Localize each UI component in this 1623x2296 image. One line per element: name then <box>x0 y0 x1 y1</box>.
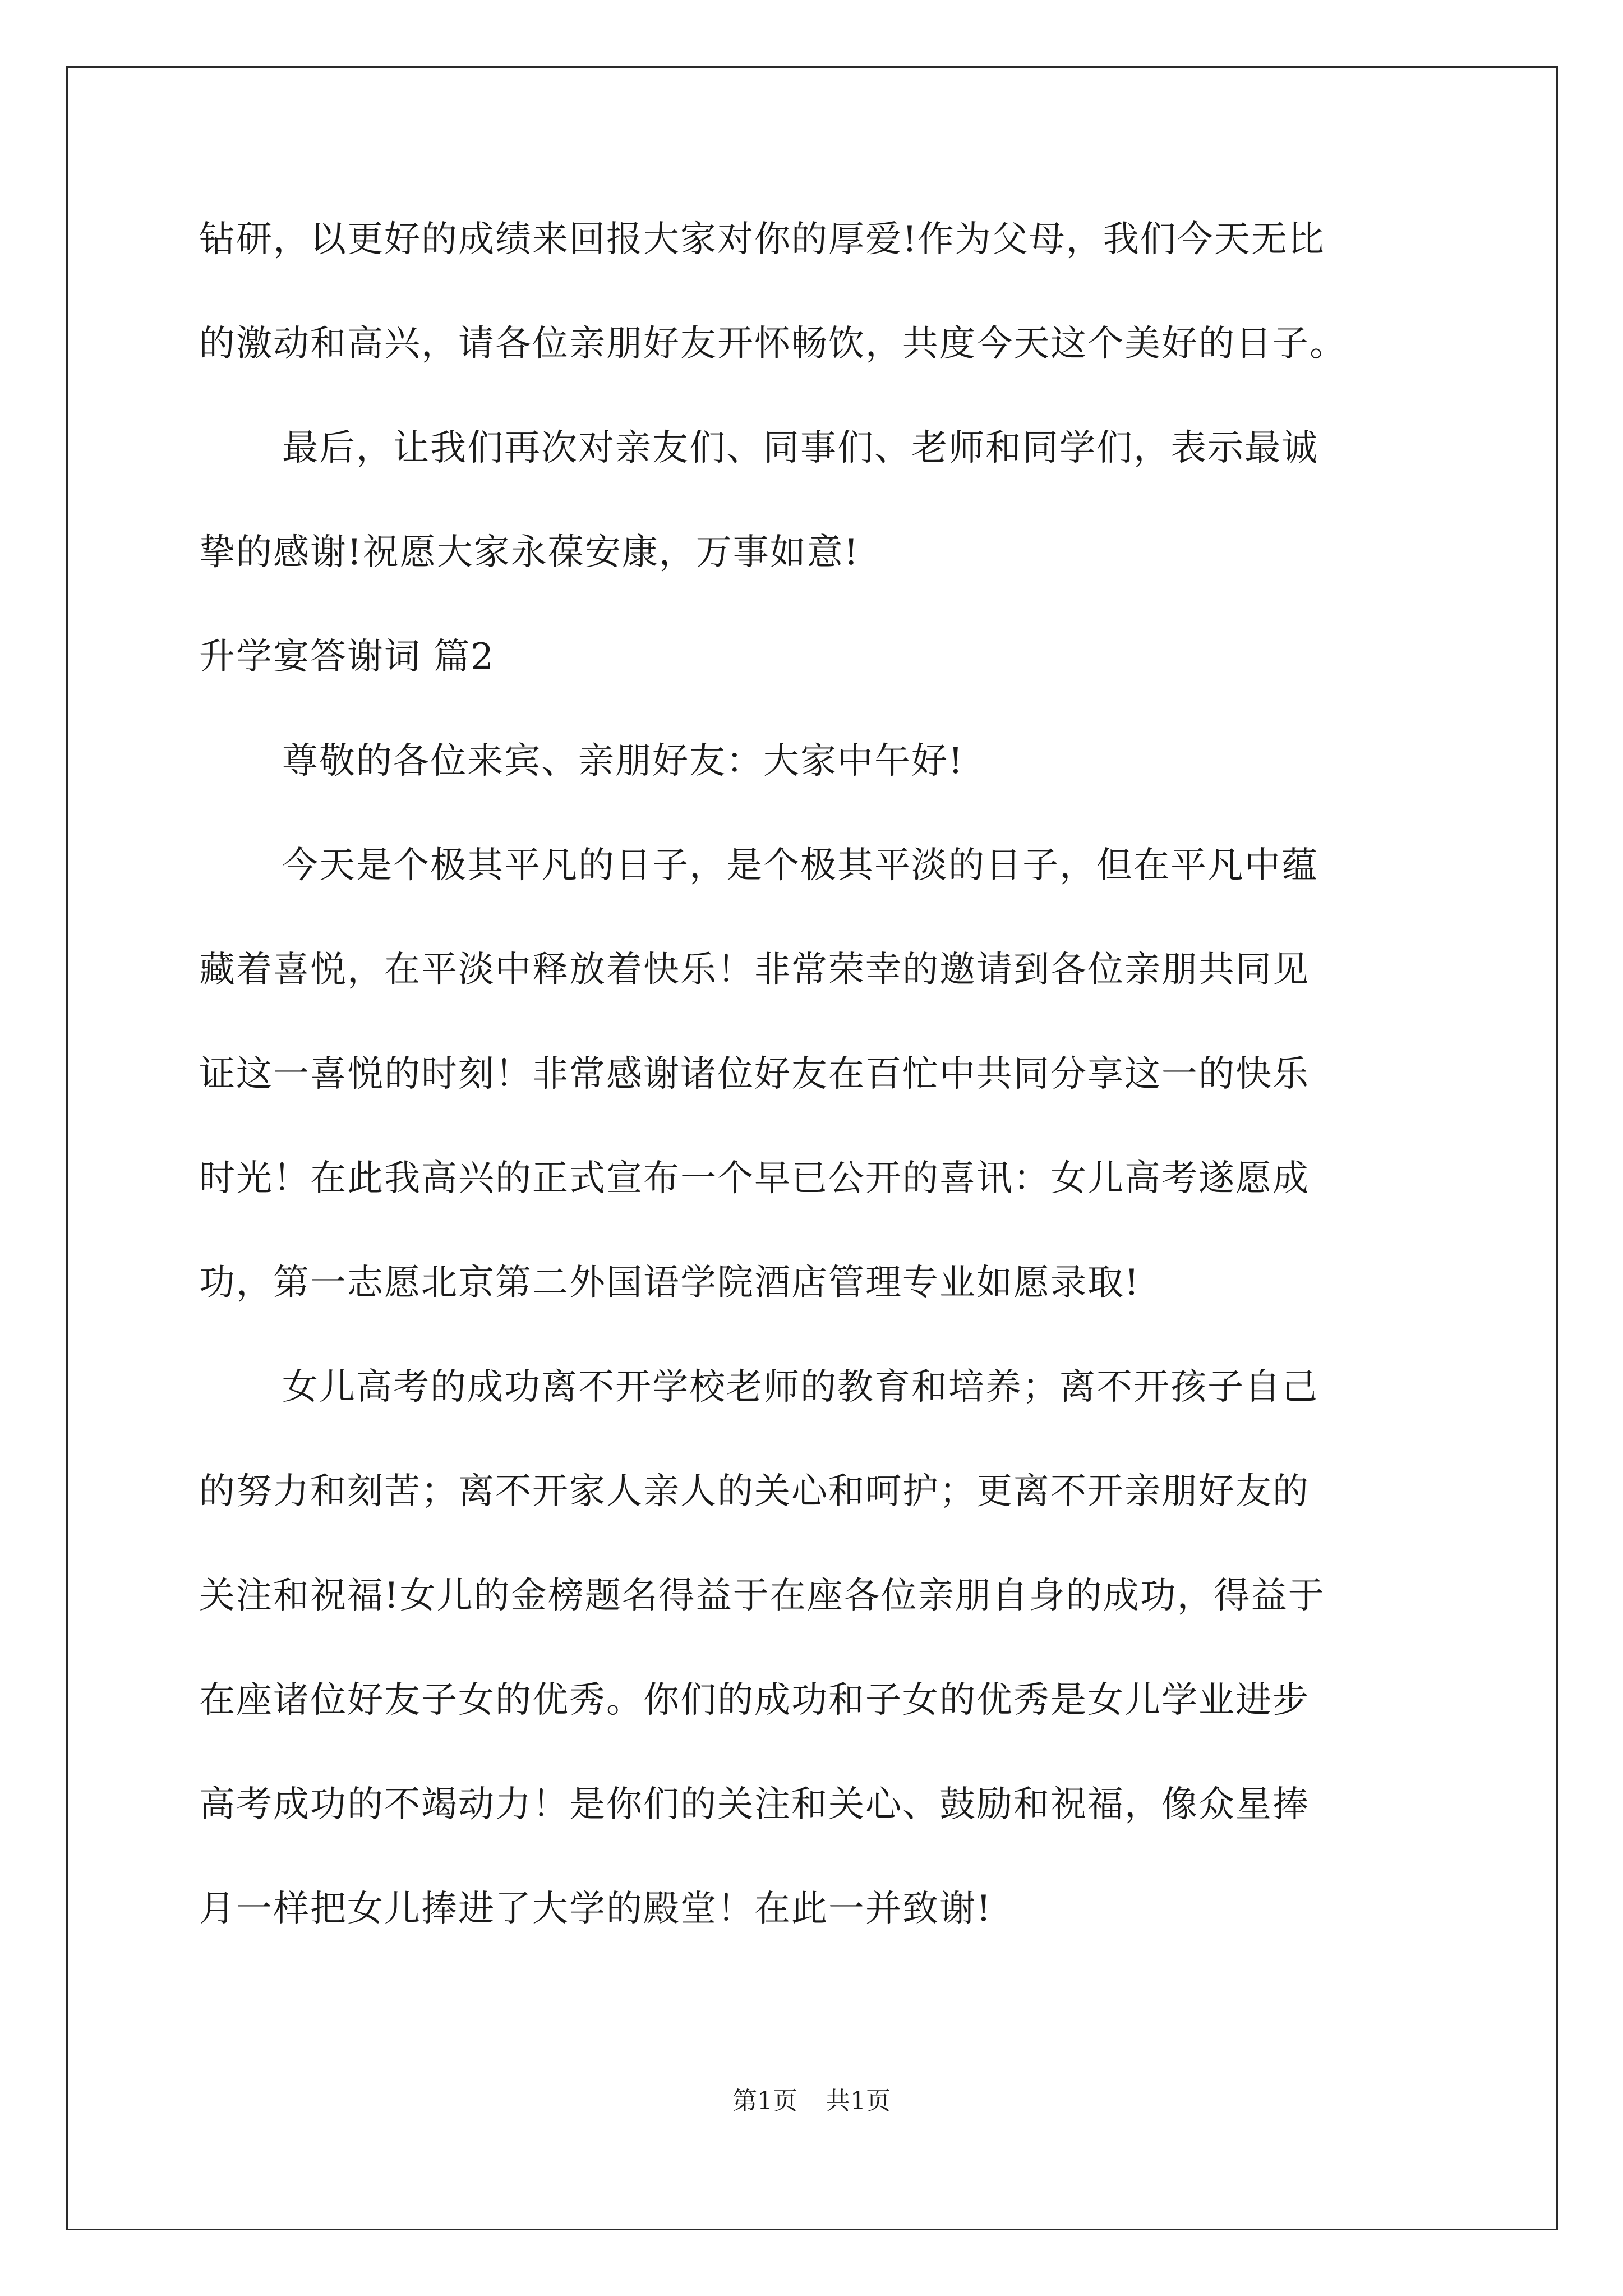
text-line: 月一样把女儿捧进了大学的殿堂！在此一并致谢! <box>199 1888 992 1930</box>
text-line: 最后，让我们再次对亲友们、同事们、老师和同学们，表示最诚 <box>282 427 1318 469</box>
text-line: 的努力和刻苦；离不开家人亲人的关心和呵护；更离不开亲朋好友的 <box>199 1471 1310 1512</box>
page-number: 第1页 <box>732 2087 797 2115</box>
document-body <box>199 213 1427 1987</box>
text-line: 功，第一志愿北京第二外国语学院酒店管理专业如愿录取! <box>199 1262 1140 1304</box>
text-line: 挚的感谢!祝愿大家永葆安康，万事如意! <box>199 532 860 573</box>
text-line: 的激动和高兴，请各位亲朋好友开怀畅饮，共度今天这个美好的日子。 <box>199 323 1347 365</box>
page-total: 共1页 <box>826 2087 891 2115</box>
section-heading: 升学宴答谢词 篇2 <box>199 636 495 678</box>
text-line: 女儿高考的成功离不开学校老师的教育和培养；离不开孩子自己 <box>282 1366 1318 1408</box>
text-line: 在座诸位好友子女的优秀。你们的成功和子女的优秀是女儿学业进步 <box>199 1680 1310 1721</box>
text-line: 今天是个极其平凡的日子，是个极其平淡的日子，但在平凡中蕴 <box>282 845 1318 886</box>
text-line: 时光！在此我高兴的正式宣布一个早已公开的喜讯：女儿高考遂愿成 <box>199 1158 1310 1199</box>
text-line: 关注和祝福!女儿的金榜题名得益于在座各位亲朋自身的成功，得益于 <box>199 1575 1325 1617</box>
text-line: 钻研，以更好的成绩来回报大家对你的厚爱!作为父母，我们今天无比 <box>199 219 1325 260</box>
text-line: 藏着喜悦，在平淡中释放着快乐！非常荣幸的邀请到各位亲朋共同见 <box>199 949 1310 991</box>
page-footer <box>0 2085 1623 2118</box>
text-line: 高考成功的不竭动力！是你们的关注和关心、鼓励和祝福，像众星捧 <box>199 1784 1310 1825</box>
text-line: 尊敬的各位来宾、亲朋好友：大家中午好! <box>282 740 964 782</box>
text-line: 证这一喜悦的时刻！非常感谢诸位好友在百忙中共同分享这一的快乐 <box>199 1053 1310 1095</box>
